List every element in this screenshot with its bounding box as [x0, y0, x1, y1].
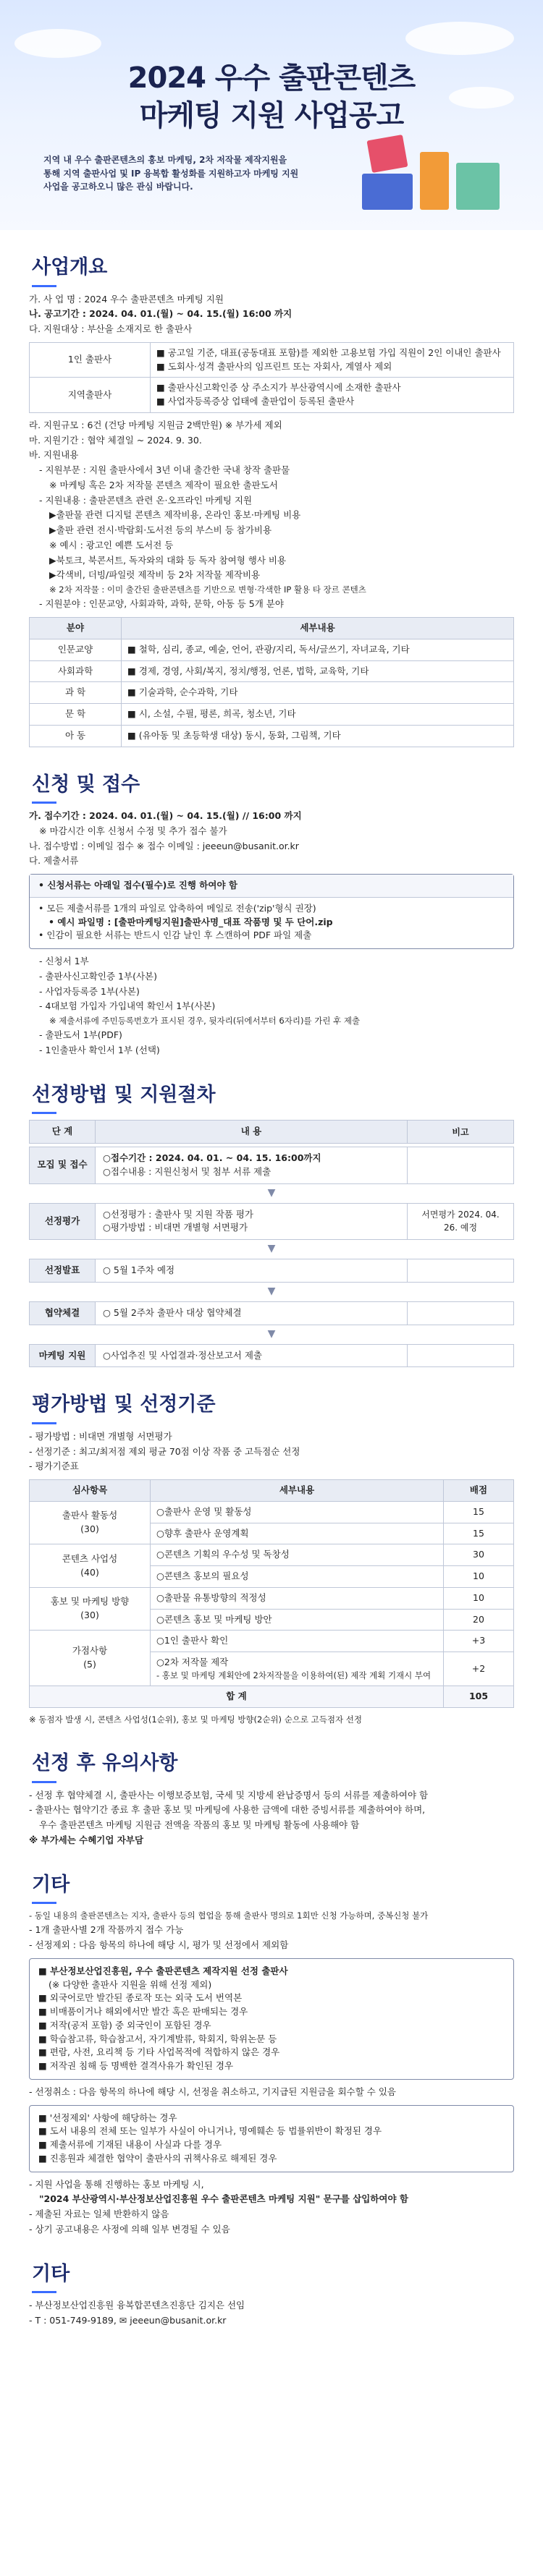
- criteria-item: ○출판사 운영 및 활동성: [151, 1501, 444, 1523]
- eligibility-label: 지역출판사: [30, 378, 151, 413]
- book-icon: [420, 152, 449, 210]
- apply-doc-item: - 1인출판사 확인서 1부 (선택): [39, 1045, 160, 1055]
- process-step-note: [408, 1301, 514, 1325]
- cloud-shape: [405, 22, 514, 55]
- criteria-score: 20: [444, 1609, 514, 1631]
- cancel-item: ■ 진흥원과 체결한 협약이 출판사의 귀책사유로 해제된 경우: [38, 2152, 277, 2164]
- apply-doc-item: - 사업자등록증 1부(사본): [39, 985, 140, 997]
- eligibility-detail: [151, 378, 514, 413]
- criteria-score: 10: [444, 1566, 514, 1588]
- process-step-label: 선정평가: [29, 1203, 96, 1241]
- section-heading-overview: 사업개요: [29, 253, 514, 283]
- field-name: 사회과학: [30, 660, 122, 682]
- criteria-group: 가점사항 (5): [30, 1631, 151, 1686]
- books-illustration: [355, 123, 514, 217]
- process-header-step: 단 계: [29, 1120, 96, 1144]
- field-detail: ■ 시, 소설, 수필, 평론, 희곡, 청소년, 기타: [122, 704, 514, 726]
- process-step-body: ○사업추진 및 사업결과·정산보고서 제출: [96, 1344, 408, 1368]
- field-name: 과 학: [30, 682, 122, 704]
- etc-line: - 지원 사업을 통해 진행하는 홍보 마케팅 시,: [29, 2178, 204, 2190]
- process-step-body: ○ 5월 2주차 출판사 대상 협약체결: [96, 1301, 408, 1325]
- overview-detail: - 지원내용 : 출판콘텐츠 관련 온·오프라인 마케팅 지원: [39, 494, 253, 506]
- apply-notice-item: • 인감이 필요한 서류는 반드시 인감 날인 후 스캔하여 PDF 파일 제출: [38, 930, 312, 941]
- overview-period: 나. 공고기간 : 2024. 04. 01.(월) ~ 04. 15.(월) 16:00 까지: [29, 308, 292, 320]
- contact-line: [29, 2314, 514, 2328]
- exclusion-item: ■ 외국어로만 발간된 종로작 또는 외국 도서 번역본: [38, 1992, 243, 2004]
- apply-doc-item: - 신청서 1부: [39, 956, 89, 966]
- criteria-score: +3: [444, 1631, 514, 1652]
- criteria-table: [29, 1479, 514, 1708]
- criteria-item: ○출판물 유통방향의 적정성: [151, 1587, 444, 1609]
- eligibility-table: [29, 342, 514, 413]
- overview-detail: - 지원분야 : 인문교양, 사회과학, 과학, 문학, 아동 등 5개 분야: [39, 598, 284, 610]
- exclusion-item: ■ 비매품이거나 해외에서만 발간 혹은 판매되는 경우: [38, 2006, 248, 2017]
- exclusion-item: ■ 학습참고류, 학습참고서, 자기계발류, 학회지, 학위논문 등: [38, 2033, 277, 2044]
- process-step-label: 협약체결: [29, 1301, 96, 1325]
- eligibility-detail: [151, 342, 514, 378]
- notes-line: - 출판사는 협약기간 종료 후 출판 홍보 및 마케팅에 사용한 금액에 대한 증빙서류를 제출하여야 하며,: [29, 1804, 426, 1816]
- book-icon: [362, 174, 413, 210]
- criteria-item: ○콘텐츠 홍보의 필요성: [151, 1566, 444, 1588]
- cancel-item: ■ 제출서류에 기재된 내용이 사실과 다를 경우: [38, 2139, 222, 2150]
- contact-email[interactable]: jeeeun@busanit.or.kr: [130, 2314, 227, 2326]
- notes-line: - 선정 후 협약체결 시, 출판사는 이행보증보험, 국세 및 지방세 완납증명서 등의 서류를 제출하여야 함: [29, 1789, 429, 1801]
- etc-line: - 선정취소 : 다음 항목의 하나에 해당 시, 선정을 취소하고, 기지급된 지원금을 회수할 수 있음: [29, 2086, 396, 2097]
- criteria-score: 15: [444, 1501, 514, 1523]
- notes-line: 우수 출판콘텐츠 마케팅 지원금 전액을 작품의 홍보 및 마케팅 활동에 사용해야 함: [39, 1819, 360, 1830]
- criteria-table-title: - 평가기준표: [29, 1461, 79, 1472]
- apply-doc-item: ※ 제출서류에 주민등록번호가 표시된 경우, 뒷자리(뒤에서부터 6자리)를 가린 후 제출: [49, 1016, 361, 1026]
- process-step: [29, 1344, 514, 1368]
- section-heading-process: 선정방법 및 지원절차: [29, 1081, 514, 1110]
- process-step: [29, 1301, 514, 1325]
- hero-banner: [0, 0, 543, 230]
- process-header: [29, 1120, 514, 1144]
- fields-header: 분야: [30, 618, 122, 639]
- overview-detail: ※ 예시 : 광고인 예쁜 도서전 등: [49, 539, 174, 551]
- criteria-item: ○콘텐츠 기획의 우수성 및 독창성: [151, 1544, 444, 1566]
- apply-note: ※ 마감시간 이후 신청서 수정 및 추가 접수 불가: [39, 825, 227, 836]
- criteria-item: ○2차 저작물 제작 - 홍보 및 마케팅 계획안에 2차저작물을 이용하여(된) 제작 계획 기재시 부여: [151, 1652, 444, 1686]
- overview-duration: 마. 지원기간 : 협약 체결일 ~ 2024. 9. 30.: [29, 434, 202, 446]
- criteria-score: +2: [444, 1652, 514, 1686]
- criteria-standard: - 선정기준 : 최고/최저점 제외 평균 70점 이상 작품 중 고득점순 선정: [29, 1445, 300, 1457]
- field-detail: ■ 경제, 경영, 사회/복지, 정치/행정, 언론, 법학, 교육학, 기타: [122, 660, 514, 682]
- etc-line: - 1개 출판사별 2개 작품까지 접수 가능: [29, 1924, 184, 1936]
- section-heading-apply: 신청 및 접수: [29, 770, 514, 800]
- cancel-item: ■ '선정제외' 사항에 해당하는 경우: [38, 2112, 177, 2123]
- eligibility-item: ■ 출판사신고확인증 상 주소지가 부산광역시에 소재한 출판사: [156, 382, 401, 394]
- process-step-body: ○ 5월 1주차 예정: [96, 1259, 408, 1283]
- field-name: 인문교양: [30, 639, 122, 660]
- etc-line: - 상기 공고내용은 사정에 의해 일부 변경될 수 있음: [29, 2223, 230, 2235]
- field-name: 아 동: [30, 725, 122, 747]
- field-detail: ■ (유아동 및 초등학생 대상) 동시, 동화, 그림책, 기타: [122, 725, 514, 747]
- section-heading-criteria: 평가방법 및 선정기준: [29, 1390, 514, 1420]
- etc-line: "2024 부산광역시·부산정보산업진흥원 우수 출판콘텐츠 마케팅 지원" 문구를 삽입하여야 함: [39, 2193, 409, 2205]
- overview-detail: - 지원부문 : 지원 출판사에서 3년 이내 출간한 국내 창작 출판물: [39, 464, 290, 475]
- criteria-item: ○1인 출판사 확인: [151, 1631, 444, 1652]
- eligibility-item: ■ 공고일 기준, 대표(공동대표 포함)를 제외한 고용보험 가입 직원이 2인 이내인 출판사: [156, 347, 501, 358]
- field-name: 문 학: [30, 704, 122, 726]
- section-heading-contact: 기타: [29, 2260, 514, 2290]
- process-header-note: 비고: [408, 1120, 514, 1144]
- process-step-body: ○접수기간 : 2024. 04. 01. ~ 04. 15. 16:00까지 ○접수내용 : 지원신청서 및 첨부 서류 제출: [96, 1147, 408, 1184]
- eligibility-item: ■ 도회사·성격 출판사의 임프린트 또는 자회사, 계열사 제외: [156, 360, 392, 372]
- apply-docs-title: 다. 제출서류: [29, 855, 79, 867]
- overview-name: 가. 사 업 명 : 2024 우수 출판콘텐츠 마케팅 지원: [29, 293, 224, 305]
- criteria-header: 심사항목: [30, 1480, 151, 1502]
- criteria-item: ○콘텐츠 홍보 및 마케팅 방안: [151, 1609, 444, 1631]
- overview-detail: ▶각색비, 더빙/파일럿 제작비 등 2차 저작물 제작비용: [49, 569, 261, 581]
- criteria-total-value: 105: [444, 1686, 514, 1708]
- process-step: [29, 1203, 514, 1241]
- process-step-note: [408, 1259, 514, 1283]
- exclusion-item: (※ 다양한 출판사 지원을 위해 선정 제외): [49, 1978, 212, 1990]
- criteria-footnote: ※ 동점자 발생 시, 콘텐츠 사업성(1순위), 홍보 및 마케팅 방향(2순위) 순으로 고득점자 선정: [29, 1714, 362, 1725]
- overview-scale: 라. 지원규모 : 6건 (건당 마케팅 지원금 2백만원) ※ 부가세 제외: [29, 419, 282, 430]
- overview-detail: ▶북토크, 북콘서트, 독자와의 대화 등 독자 참여형 행사 비용: [49, 554, 287, 566]
- apply-period: 가. 접수기간 : 2024. 04. 01.(월) ~ 04. 15.(월) // 16:00 까지: [29, 810, 302, 821]
- contact-phone: - T : 051-749-9189,: [29, 2314, 117, 2326]
- apply-notice-box: [29, 874, 514, 949]
- apply-doc-item: - 출판사신고확인증 1부(사본): [39, 970, 157, 982]
- hero-intro-line: 통해 지역 출판사업 및 IP 융복합 활성화를 지원하고자 마케팅 지원: [43, 168, 299, 179]
- etc-line: - 동일 내용의 출판콘텐츠는 지자, 출판사 등의 협업을 통해 출판사 명의로 1회만 신청 가능하며, 중복신청 불가: [29, 1910, 429, 1921]
- arrow-down-icon: ▼: [267, 1285, 276, 1297]
- overview-target: 다. 지원대상 : 부산을 소재지로 한 출판사: [29, 323, 193, 334]
- eligibility-item: ■ 사업자등록증상 업태에 출판업이 등록된 출판사: [156, 396, 355, 407]
- apply-notice-item: • 모든 제출서류를 1개의 파일로 압축하여 메일로 전송('zip'형식 권장): [38, 902, 316, 914]
- etc-line: - 선정제외 : 다음 항목의 하나에 해당 시, 평가 및 선정에서 제외함: [29, 1939, 289, 1950]
- criteria-score: 30: [444, 1544, 514, 1566]
- process-step: [29, 1259, 514, 1283]
- exclusion-item: ■ 편람, 사전, 요리책 등 기타 사업목적에 적합하지 않은 경우: [38, 2046, 280, 2058]
- arrow-down-icon: ▼: [267, 1243, 276, 1254]
- process-step-label: 선정발표: [29, 1259, 96, 1283]
- criteria-score: 15: [444, 1523, 514, 1544]
- hero-intro: [43, 153, 355, 194]
- process-header-content: 내 용: [96, 1120, 408, 1144]
- criteria-total-label: 합 계: [30, 1686, 444, 1708]
- criteria-group: 출판사 활동성 (30): [30, 1501, 151, 1544]
- overview-detail: ※ 2차 저작물 : 이미 출간된 출판콘텐츠를 기반으로 변형·각색한 IP 활용 타 장르 콘텐츠: [49, 585, 366, 595]
- cancel-item: ■ 도서 내용의 전체 또는 일부가 사실이 아니거나, 명예훼손 등 법률위반이 확정된 경우: [38, 2125, 382, 2137]
- process-step-note: [408, 1344, 514, 1368]
- criteria-method: - 평가방법 : 비대면 개별형 서면평가: [29, 1430, 172, 1442]
- book-icon: [366, 135, 408, 173]
- criteria-group: 콘텐츠 사업성 (40): [30, 1544, 151, 1588]
- overview-detail: ▶출판 관련 전시·박람회·도서전 등의 부스비 등 참가비용: [49, 524, 272, 535]
- criteria-item: ○향후 출판사 운영계획: [151, 1523, 444, 1544]
- apply-doc-item: - 출판도서 1부(PDF): [39, 1029, 122, 1041]
- section-heading-notes: 선정 후 유의사항: [29, 1749, 514, 1779]
- apply-method: 나. 접수방법 : 이메일 접수 ※ 접수 이메일 : jeeeun@busanit.or.kr: [29, 840, 299, 851]
- section-heading-etc: 기타: [29, 1871, 514, 1900]
- criteria-header: 세부내용: [151, 1480, 444, 1502]
- apply-notice-heading: • 신청서류는 아래일 접수(필수)로 진행 하여야 함: [30, 875, 513, 898]
- apply-notice-item: • 예시 파일명 : [출판마케팅지원]출판사명_대표 작품명 및 두 단어.zip: [49, 916, 333, 927]
- exclusion-item: ■ 저작권 침해 등 명백한 결격사유가 확인된 경우: [38, 2060, 234, 2071]
- cloud-shape: [14, 29, 101, 58]
- process-step-label: 마케팅 지원: [29, 1344, 96, 1368]
- arrow-down-icon: ▼: [267, 1186, 276, 1199]
- etc-line: - 제출된 자료는 일체 반환하지 않음: [29, 2209, 169, 2219]
- field-detail: ■ 철학, 심리, 종교, 예술, 언어, 관광/지리, 독서/글쓰기, 자녀교육, 기타: [122, 639, 514, 660]
- process-step-body: ○선정평가 : 출판사 및 지원 작품 평가 ○평가방법 : 비대면 개별형 서면평가: [96, 1203, 408, 1241]
- fields-header: 세부내용: [122, 618, 514, 639]
- hero-intro-line: 지역 내 우수 출판콘텐츠의 홍보 마케팅, 2차 저작물 제작지원을: [43, 155, 287, 165]
- overview-detail: ※ 마케팅 혹은 2차 저작물 콘텐츠 제작이 필요한 출판도서: [49, 479, 278, 490]
- overview-detail: ▶출판물 관련 디지털 콘텐츠 제작비용, 온라인 홍보·마케팅 비용: [49, 509, 301, 521]
- cancel-box: [29, 2105, 514, 2172]
- overview-content-title: 바. 지원내용: [29, 449, 79, 461]
- mail-icon: ✉: [119, 2314, 127, 2326]
- contact-line: - 부산정보산업진흥원 융복합콘텐츠진흥단 김지은 선임: [29, 2300, 245, 2311]
- field-detail: ■ 기술과학, 순수과학, 기타: [122, 682, 514, 704]
- book-icon: [456, 163, 500, 210]
- apply-doc-item: - 4대보험 가입자 가입내역 확인서 1부(사본): [39, 1000, 216, 1012]
- process-step-label: 모집 및 접수: [29, 1147, 96, 1184]
- criteria-score: 10: [444, 1587, 514, 1609]
- criteria-group: 홍보 및 마케팅 방향 (30): [30, 1587, 151, 1631]
- criteria-header: 배점: [444, 1480, 514, 1502]
- hero-title-line1: 2024 우수 출판콘텐츠: [127, 61, 416, 95]
- eligibility-label: 1인 출판사: [30, 342, 151, 378]
- criteria-bonus-note: - 홍보 및 마케팅 계획안에 2차저작물을 이용하여(된) 제작 계획 기재시 부여: [156, 1670, 432, 1680]
- exclusion-box: [29, 1958, 514, 2080]
- process-step: [29, 1147, 514, 1184]
- exclusion-item: ■ 부산정보산업진흥원, 우수 출판콘텐츠 제작지원 선정 출판사: [38, 1965, 288, 1976]
- fields-table: [29, 617, 514, 747]
- hero-intro-line: 사업을 공고하오니 많은 관심 바랍니다.: [43, 182, 193, 192]
- exclusion-item: ■ 저작(공저 포함) 중 외국인이 포함된 경우: [38, 2019, 211, 2031]
- process-step-note: 서면평가 2024. 04. 26. 예정: [408, 1203, 514, 1241]
- hero-title-line2: 마케팅 지원 사업공고: [139, 99, 404, 132]
- notes-line: ※ 부가세는 수혜기업 자부담: [29, 1834, 144, 1845]
- process-step-note: [408, 1147, 514, 1184]
- arrow-down-icon: ▼: [267, 1327, 276, 1340]
